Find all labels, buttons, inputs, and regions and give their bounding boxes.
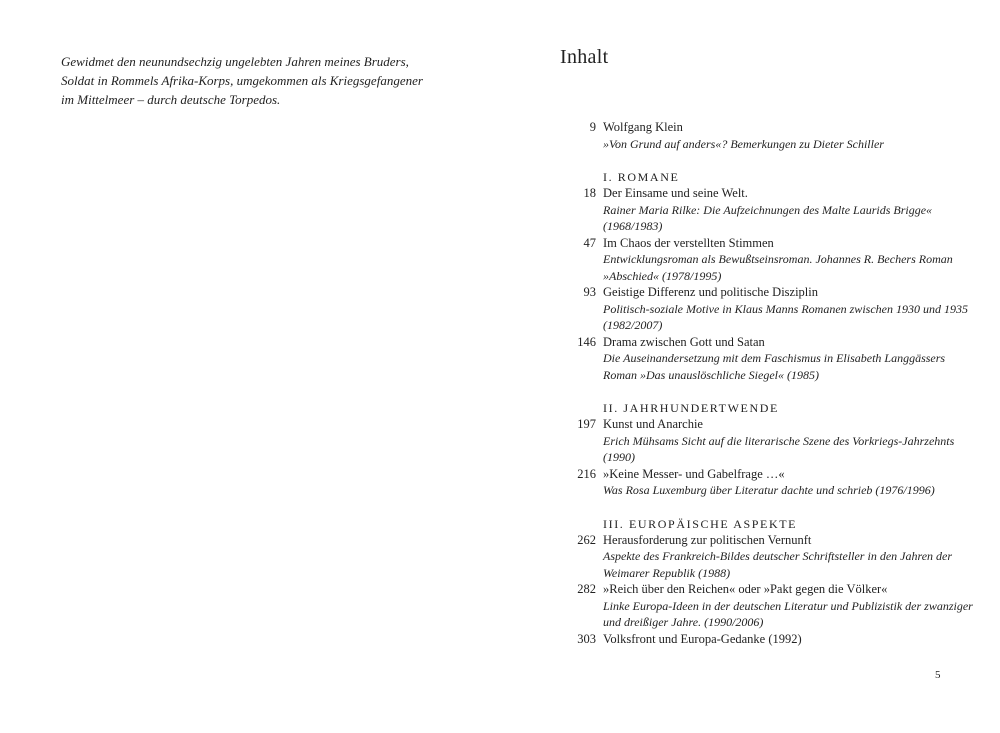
toc-entry-title: Volksfront und Europa-Gedanke (1992): [603, 631, 802, 646]
toc-page-number: 146: [577, 334, 596, 349]
toc-section-heading: I. ROMANE: [603, 170, 680, 184]
toc-entry-subtitle-line: und dreißiger Jahre. (1990/2006): [603, 615, 764, 629]
toc-entry: [560, 284, 968, 334]
page-number: 5: [935, 669, 941, 681]
toc-entry-subtitle-line: Aspekte des Frankreich-Bildes deutscher Schriftsteller in den Jahren der: [603, 549, 953, 563]
toc-section-jahrhundertwende: [560, 400, 955, 499]
toc-entry-subtitle: [603, 301, 968, 334]
toc-entry-subtitle-line: Entwicklungsroman als Bewußtseinsroman. Johannes R. Bechers Roman: [603, 252, 953, 266]
toc-entry: [560, 416, 955, 466]
toc-page-number: 262: [577, 532, 596, 547]
toc-section-romane: [560, 169, 968, 383]
toc-entry-subtitle-line: Erich Mühsams Sicht auf die literarische Szene des Vorkriegs-Jahrzehnts: [603, 433, 955, 448]
toc-entry-subtitle-line: (1968/1983): [603, 219, 663, 233]
toc-entry-subtitle-line: Linke Europa-Ideen in der deutschen Literatur und Publizistik der zwanziger: [603, 598, 973, 613]
toc-entry-title: Im Chaos der verstellten Stimmen: [603, 235, 774, 250]
toc-entry-title: Drama zwischen Gott und Satan: [603, 334, 765, 349]
toc-page-number: 197: [577, 417, 596, 431]
toc-entry-subtitle: [603, 136, 950, 153]
toc-entry-title: Geistige Differenz und politische Disziplin: [603, 285, 818, 299]
toc-entry-subtitle: [603, 598, 973, 631]
toc-entry-title: Wolfgang Klein: [603, 120, 683, 134]
dedication-line: im Mittelmeer – durch deutsche Torpedos.: [61, 92, 281, 107]
toc-entry: [560, 466, 950, 499]
toc-entry-subtitle: [603, 482, 950, 499]
dedication-line: Gewidmet den neunundsechzig ungelebten Jahren meines Bruders,: [61, 54, 409, 69]
dedication-line: Soldat in Rommels Afrika-Korps, umgekommen als Kriegsgefangener: [61, 73, 423, 88]
toc-page-number: 216: [577, 466, 596, 481]
toc-page-number: 18: [583, 186, 596, 200]
toc-entry-title: »Reich über den Reichen« oder »Pakt gegen die Völker«: [603, 582, 888, 596]
toc-entry-subtitle-line: Rainer Maria Rilke: Die Aufzeichnungen des Malte Laurids Brigge«: [603, 202, 933, 217]
toc-entry: [560, 532, 953, 582]
toc-entry-subtitle-line: Weimarer Republik (1988): [603, 565, 731, 580]
toc-entry-subtitle-line: Die Auseinandersetzung mit dem Faschismus in Elisabeth Langgässers: [603, 351, 946, 365]
toc-entry-subtitle-line: »Abschied« (1978/1995): [603, 268, 722, 283]
toc-section-intro: [560, 119, 950, 152]
toc-entry: [560, 119, 950, 152]
toc-entry: [560, 581, 973, 631]
toc-entry-subtitle-line: »Von Grund auf anders«? Bemerkungen zu Dieter Schiller: [603, 136, 884, 151]
toc-entry-subtitle: [603, 548, 953, 581]
toc-entry-title: Herausforderung zur politischen Vernunft: [603, 532, 812, 547]
toc-entry-subtitle-line: Roman »Das unauslöschliche Siegel« (1985): [603, 367, 819, 382]
toc-entry-title: Der Einsame und seine Welt.: [603, 186, 748, 200]
toc-entry: [560, 185, 950, 235]
right-page: [500, 0, 1000, 733]
toc-entry-title: Kunst und Anarchie: [603, 417, 703, 431]
toc-entry-title: »Keine Messer- und Gabelfrage …«: [603, 466, 785, 481]
toc-entry-subtitle-line: Politisch-soziale Motive in Klaus Manns Romanen zwischen 1930 und 1935: [603, 301, 968, 316]
toc-entry-subtitle-line: (1990): [603, 450, 635, 464]
toc-page-number: 282: [577, 582, 596, 596]
toc-entry: [560, 631, 950, 648]
toc-page-number: 93: [583, 285, 596, 299]
toc-entry-subtitle-line: (1982/2007): [603, 318, 663, 332]
toc-entry-subtitle: [603, 433, 955, 466]
toc-page-number: 47: [583, 235, 596, 250]
toc-entry: [560, 235, 953, 285]
table-of-contents: [560, 119, 973, 664]
toc-section-heading: III. EUROPÄISCHE ASPEKTE: [603, 516, 798, 531]
toc-entry-subtitle-line: Was Rosa Luxemburg über Literatur dachte und schrieb (1976/1996): [603, 483, 935, 497]
toc-entry-subtitle: [603, 350, 950, 383]
toc-page-number: 9: [589, 120, 596, 134]
toc-section-europaeische-aspekte: [560, 516, 973, 648]
toc-entry-subtitle: [603, 251, 953, 284]
toc-entry: [560, 334, 950, 384]
dedication: [61, 52, 461, 109]
toc-title: Inhalt: [560, 46, 609, 68]
toc-page-number: 303: [577, 631, 596, 646]
toc-section-heading: II. JAHRHUNDERTWENDE: [603, 401, 779, 415]
toc-entry-subtitle: [603, 202, 950, 235]
